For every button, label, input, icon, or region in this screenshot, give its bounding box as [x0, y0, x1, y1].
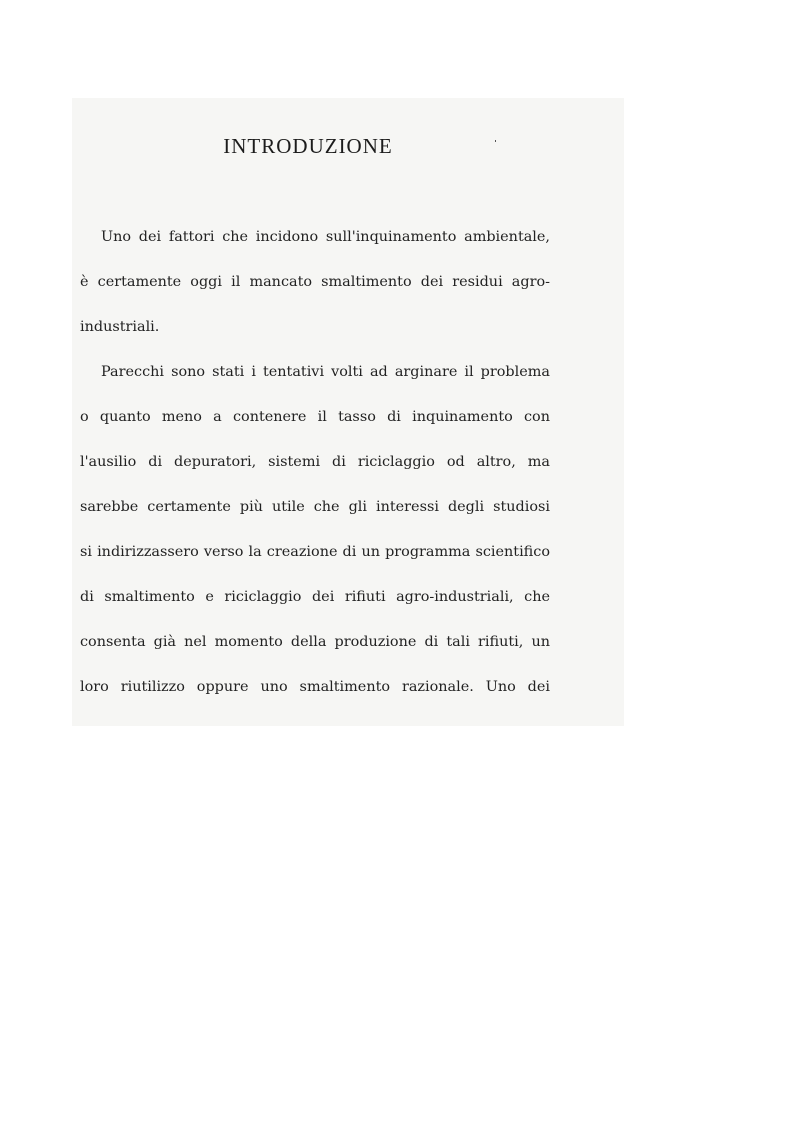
text-line: industriali.: [80, 319, 160, 335]
text-line: consenta già nel momento della produzione di tali rifiuti, un: [80, 634, 550, 650]
body-text: [80, 226, 550, 721]
text-line: Uno dei fattori che incidono sull'inquinamento ambientale,: [101, 229, 550, 245]
page-title: INTRODUZIONE: [223, 134, 393, 158]
text-line: loro riutilizzo oppure uno smaltimento razionale. Uno dei: [80, 679, 550, 695]
text-line: si indirizzassero verso la creazione di un programma scientifico: [80, 544, 550, 560]
text-line: l'ausilio di depuratori, sistemi di riciclaggio od altro, ma: [80, 454, 550, 470]
text-line: è certamente oggi il mancato smaltimento dei residui agro-: [80, 274, 550, 290]
scan-speck: [495, 140, 496, 142]
text-line: Parecchi sono stati i tentativi volti ad arginare il problema: [101, 364, 550, 380]
text-line: sarebbe certamente più utile che gli interessi degli studiosi: [80, 499, 550, 515]
text-line: o quanto meno a contenere il tasso di inquinamento con: [80, 409, 550, 425]
text-line: di smaltimento e riciclaggio dei rifiuti agro-industriali, che: [80, 589, 550, 605]
